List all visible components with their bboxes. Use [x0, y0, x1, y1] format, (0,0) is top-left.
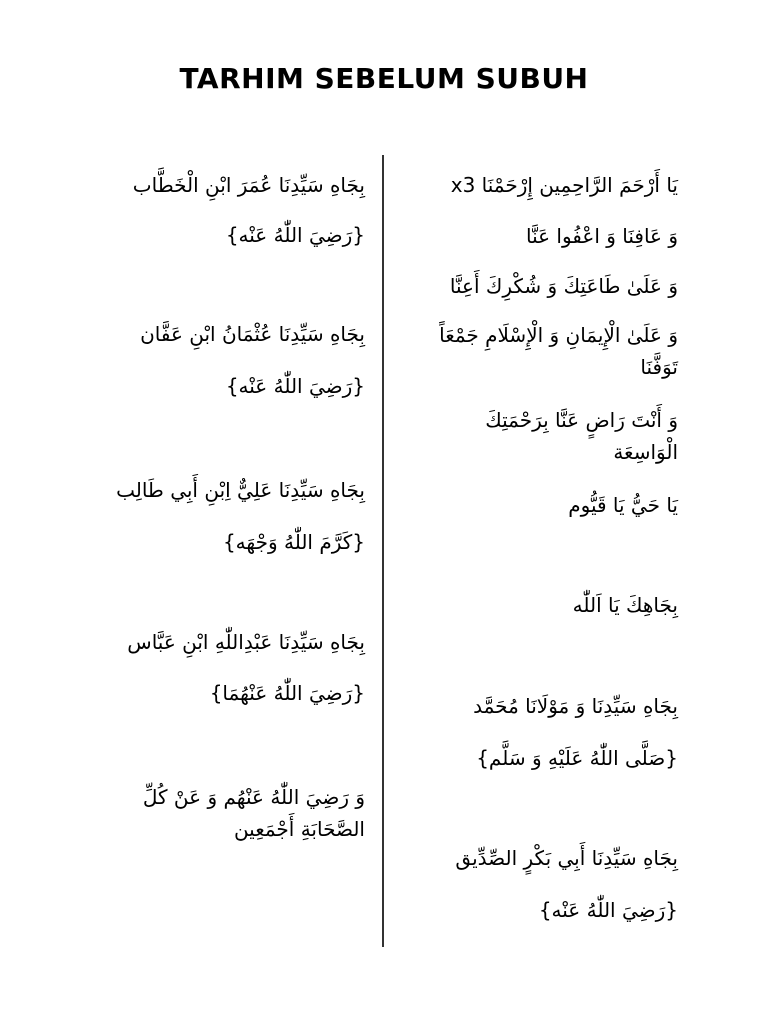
left-line-1: بِجَاهِ سَيِّدِنَا عُمَرَ ابْنِ الْخَطَّاب [132, 173, 365, 197]
right-line-3: وَ عَلَىٰ طَاعَتِكَ وَ شُكْرِكَ أَعِنَّا [449, 274, 678, 298]
left-line-9: وَ رَضِيَ اللّٰهُ عَنْهُم وَ عَنْ كُلِّ الصَّحَابَةِ أَجْمَعِين [142, 785, 365, 841]
left-line-5: بِجَاهِ سَيِّدِنَا عَلِيٌّ اِبْنِ أَبِي طَالِب [116, 478, 365, 502]
right-line-8: بِجَاهِ سَيِّدِنَا وَ مَوْلَانَا مُحَمَّد [473, 694, 678, 718]
column-divider [382, 155, 384, 947]
page-title: TARHIM SEBELUM SUBUH [179, 62, 589, 95]
left-line-2: {رَضِيَ اللّٰهُ عَنْه} [225, 223, 365, 247]
right-line-2: وَ عَافِنَا وَ اعْفُوا عَنَّا [525, 224, 678, 248]
right-line-6: يَا حَيُّ يَا قَيُّوم [568, 493, 678, 517]
right-line-7: بِجَاهِكَ يَا اَللّٰه [572, 593, 678, 617]
right-line-4: وَ عَلَىٰ الْإِيمَانِ وَ الْإِسْلَامِ جَمْعَاً تَوَفَّنَا [439, 323, 678, 379]
left-line-6: {كَرَّمَ اللّٰهُ وَجْهَه} [222, 530, 365, 554]
left-line-4: {رَضِيَ اللّٰهُ عَنْه} [225, 374, 365, 398]
right-line-5: وَ أَنْتَ رَاضٍ عَنَّا بِرَحْمَتِكَ الْوَاسِعَة [485, 408, 678, 464]
left-line-7: بِجَاهِ سَيِّدِنَا عَبْدِاللّٰهِ ابْنِ عَبَّاس [127, 630, 365, 654]
right-line-1: يَا أَرْحَمَ الرَّاحِمِين إِرْحَمْنَا x3 [450, 173, 678, 197]
left-line-3: بِجَاهِ سَيِّدِنَا عُثْمَانُ ابْنِ عَفَّان [140, 322, 365, 346]
right-line-11: {رَضِيَ اللّٰهُ عَنْه} [538, 898, 678, 922]
left-line-8: {رَضِيَ اللّٰهُ عَنْهُمَا} [209, 681, 365, 705]
right-line-10: بِجَاهِ سَيِّدِنَا أَبِي بَكْرٍ الصِّدِّيق [455, 846, 678, 870]
right-line-9: {صَلَّى اللّٰهُ عَلَيْهِ وَ سَلَّم} [476, 746, 678, 770]
